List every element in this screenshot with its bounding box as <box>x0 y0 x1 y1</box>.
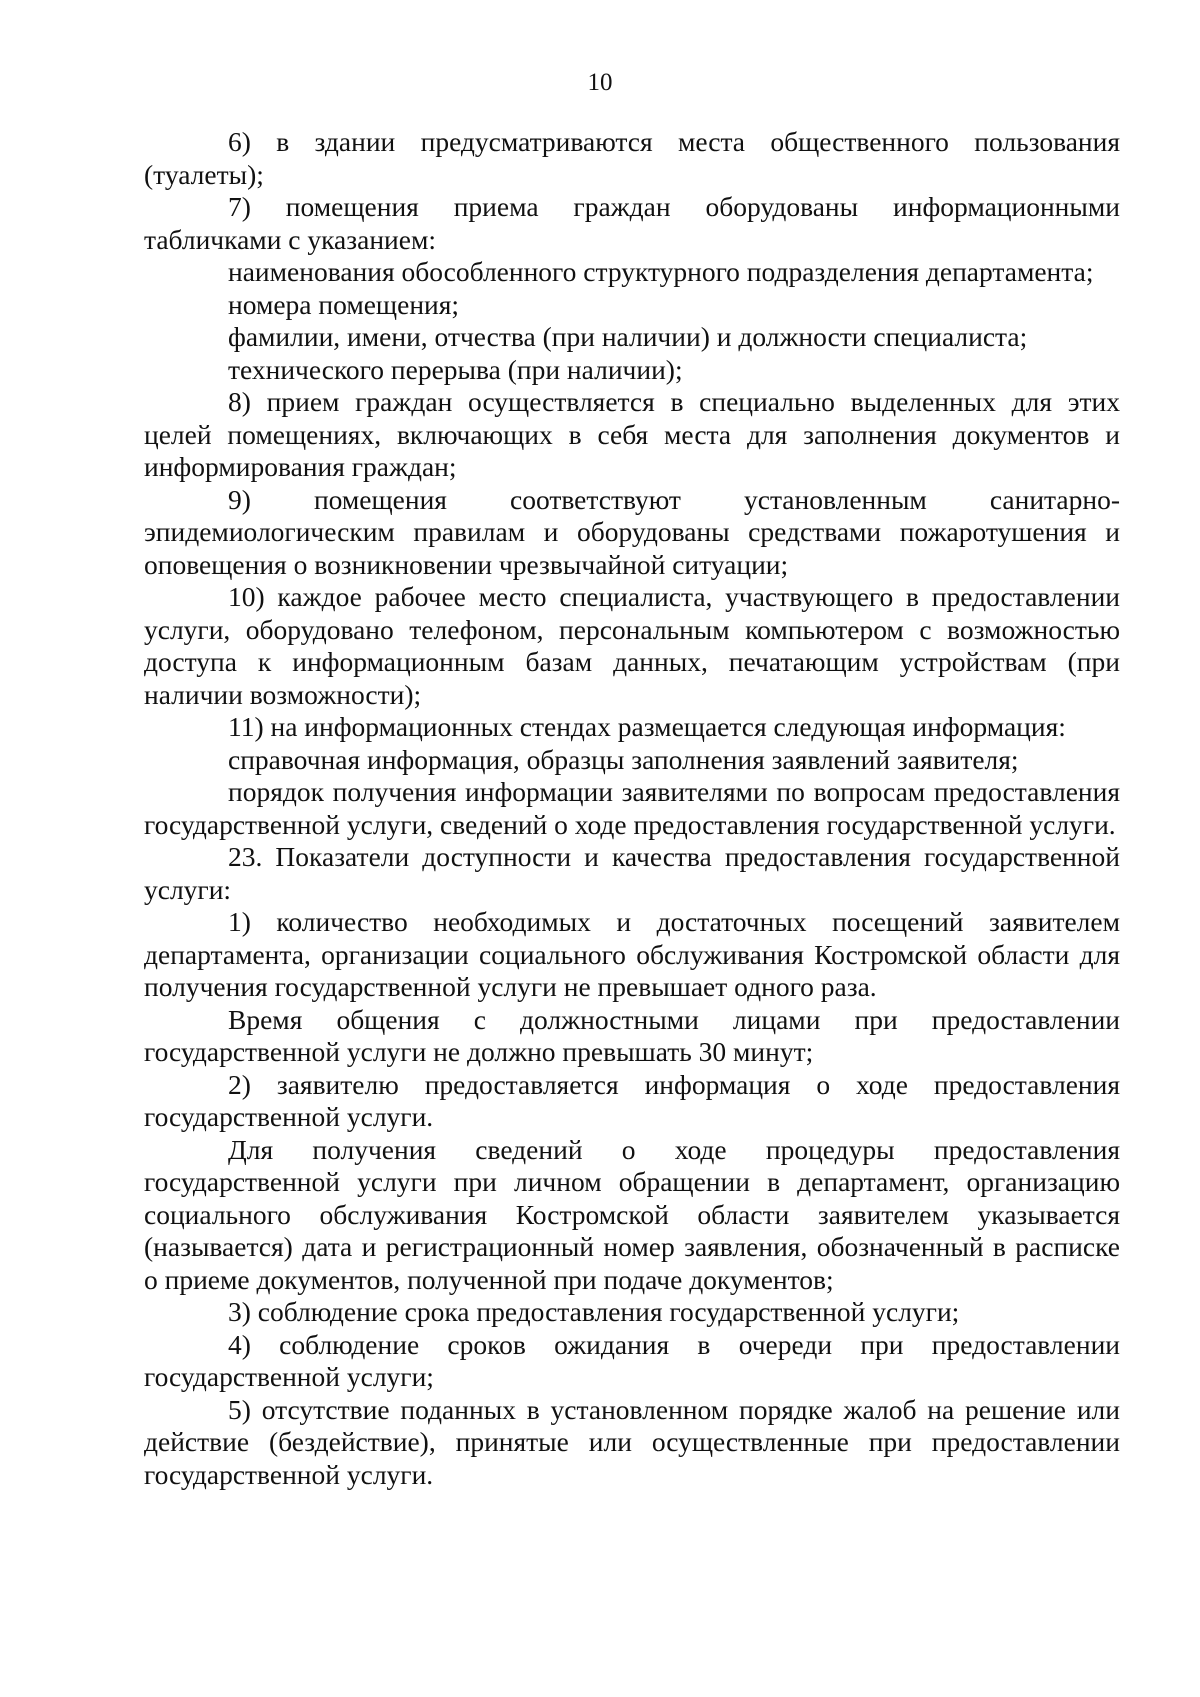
paragraph-item-11-procedure: порядок получения информации заявителями по вопросам предоставления государственной услуги, сведений о ходе предоставления государственной услуги. <box>144 776 1120 840</box>
paragraph-section-23-time: Время общения с должностными лицами при предоставлении государственной услуги не должно превышать 30 минут; <box>144 1003 1120 1067</box>
paragraph-item-7-name: наименования обособленного структурного подразделения департамента; <box>228 256 1094 287</box>
paragraph-item-7-specialist: фамилии, имени, отчества (при наличии) и должности специалиста; <box>228 321 1028 352</box>
paragraph-section-23-item-3: 3) соблюдение срока предоставления государственной услуги; <box>228 1296 960 1327</box>
paragraph-section-23-item-1: 1) количество необходимых и достаточных посещений заявителем департамента, организации социального обслуживания Костромской области для получения государственной услуги не превышает одного раза. <box>144 906 1120 1002</box>
paragraph-item-8: 8) прием граждан осуществляется в специально выделенных для этих целей помещениях, включающих в себя места для заполнения документов и информирования граждан; <box>144 386 1120 482</box>
document-body <box>144 126 1120 1491</box>
paragraph-section-23-info: Для получения сведений о ходе процедуры предоставления государственной услуги при личном обращении в департамент, организацию социального обслуживания Костромской области заявителем указывается (называется) дата и регистрационный номер заявления, обозначенный в расписке о приеме документов, полученной при подаче документов; <box>144 1133 1120 1295</box>
page-number: 10 <box>587 69 613 96</box>
paragraph-section-23-item-2: 2) заявителю предоставляется информация о ходе предоставления государственной услуги. <box>144 1068 1120 1132</box>
paragraph-item-11-reference: справочная информация, образцы заполнения заявлений заявителя; <box>228 743 1019 775</box>
paragraph-section-23-item-5: 5) отсутствие поданных в установленном порядке жалоб на решение или действие (бездействие), принятые или осуществленные при предоставлении государственной услуги. <box>144 1393 1120 1490</box>
paragraph-item-7-room: номера помещения; <box>228 288 460 320</box>
paragraph-section-23-item-4: 4) соблюдение сроков ожидания в очереди при предоставлении государственной услуги; <box>144 1328 1120 1392</box>
paragraph-item-9: 9) помещения соответствуют установленным санитарно-эпидемиологическим правилам и оборудованы средствами пожаротушения и оповещения о возникновении чрезвычайной ситуации; <box>144 483 1120 580</box>
paragraph-item-11: 11) на информационных стендах размещается следующая информация: <box>228 711 1066 742</box>
paragraph-section-23: 23. Показатели доступности и качества предоставления государственной услуги: <box>144 841 1120 905</box>
paragraph-item-7-break: технического перерыва (при наличии); <box>228 353 683 385</box>
paragraph-item-6: 6) в здании предусматриваются места общественного пользования (туалеты); <box>144 126 1120 190</box>
paragraph-item-10: 10) каждое рабочее место специалиста, участвующего в предоставлении услуги, оборудовано телефоном, персональным компьютером с возможностью доступа к информационным базам данных, печатающим устройствам (при наличии возможности); <box>144 581 1120 710</box>
paragraph-item-7: 7) помещения приема граждан оборудованы информационными табличками с указанием: <box>144 191 1120 255</box>
